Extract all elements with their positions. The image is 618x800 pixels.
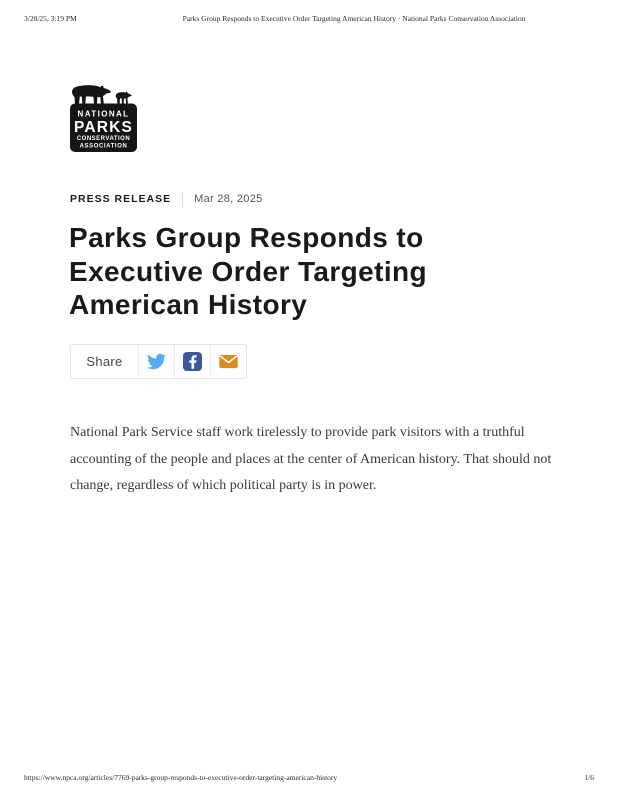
logo-text-national: NATIONAL — [77, 109, 130, 119]
print-header — [24, 14, 594, 26]
facebook-icon — [183, 352, 202, 371]
share-facebook-button[interactable] — [174, 345, 210, 378]
print-page-indicator: 1/6 — [584, 773, 594, 782]
meta-divider — [182, 192, 183, 206]
article-body: National Park Service staff work tirelessly to provide park visitors with a truthful accounting of the people and places at the center of American history. That should not change, regardless of which political party is in power. — [70, 425, 552, 493]
press-release-kicker: PRESS RELEASE — [70, 193, 172, 205]
npca-logo-icon — [70, 82, 137, 152]
share-label: Share — [86, 354, 123, 369]
share-twitter-button[interactable] — [138, 345, 174, 378]
print-datetime: 3/28/25, 3:19 PM — [24, 14, 77, 23]
print-footer — [24, 773, 594, 782]
logo-text-association: ASSOCIATION — [79, 143, 128, 150]
article-title: Parks Group Responds to Executive Order Targeting American History — [69, 222, 428, 320]
logo-text-parks: PARKS — [73, 119, 134, 136]
share-email-button[interactable] — [210, 345, 246, 378]
share-bar — [70, 344, 247, 379]
print-page-title: Parks Group Responds to Executive Order Targeting American History · National Parks Conservation Association — [182, 14, 526, 23]
twitter-icon — [147, 352, 166, 371]
bear-cub-icon — [116, 92, 132, 104]
npca-logo — [70, 82, 137, 152]
logo-text-conservation: CONSERVATION — [76, 136, 131, 142]
article-meta — [70, 192, 263, 206]
article-date: Mar 28, 2025 — [194, 193, 263, 205]
email-icon — [218, 351, 239, 372]
bear-adult-icon — [72, 85, 111, 104]
print-url: https://www.npca.org/articles/7769-parks-group-responds-to-executive-order-targeting-american-history — [24, 773, 338, 782]
